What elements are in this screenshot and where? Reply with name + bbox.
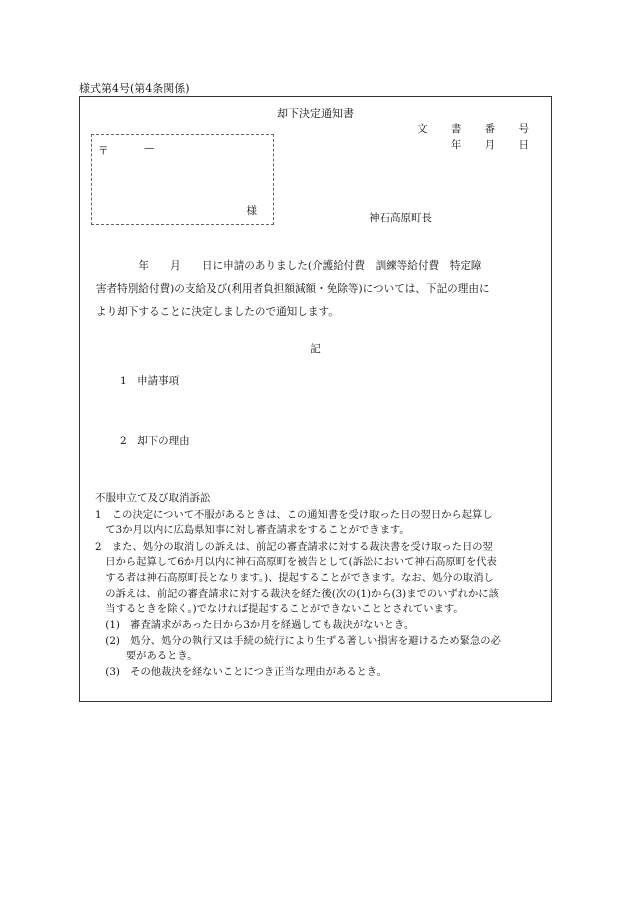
appeal-line: て3か月以内に広島県知事に対し審査請求をすることができます。 [95, 524, 410, 536]
appeal-line: する者は神石高原町長となります。)、提起することができます。なお、処分の取消し [95, 572, 494, 584]
postal-mark: 〒 [98, 145, 109, 157]
appeal-line: 当するときを除く。)でなければ提起することができないこととされています。 [95, 603, 464, 615]
recipient-address-box [91, 134, 274, 225]
appeal-line: (2) 処分、処分の執行又は手続の続行により生ずる著しい損害を避けるため緊急の必 [95, 635, 501, 647]
document-title: 却下決定通知書 [277, 107, 354, 120]
body-line: 年 月 日に申請のありました(介護給付費 訓練等給付費 特定障 [96, 260, 482, 272]
appeal-heading: 不服申立て及び取消訴訟 [95, 492, 211, 504]
body-line: より却下することに決定しましたので通知します。 [96, 306, 339, 318]
honorific-sama: 様 [246, 205, 257, 217]
appeal-line: 1 この決定について不服があるときは、この通知書を受け取った日の翌日から起算し [95, 509, 493, 521]
item-application: 1 申請事項 [120, 375, 180, 387]
ki-heading: 記 [310, 343, 321, 355]
item-rejection-reason: 2 却下の理由 [120, 435, 190, 447]
appeal-line: (3) その他裁決を経ないことにつき正当な理由があるとき。 [95, 666, 387, 678]
issuer-name: 神石高原町長 [369, 212, 432, 224]
appeal-line: 要があるとき。 [95, 650, 198, 662]
postal-code-dash: — [144, 142, 155, 154]
body-line: 害者特別給付費)の支給及び(利用者負担額減額・免除等)については、下記の理由に [96, 283, 490, 295]
appeal-line: 日から起算して6か月以内に神石高原町を被告として(訴訟において神石高原町を代表 [95, 556, 497, 568]
notice-frame [79, 96, 552, 702]
appeal-line: 2 また、処分の取消しの訴えは、前記の審査請求に対する裁決書を受け取った日の翌 [95, 541, 493, 553]
appeal-line: (1) 審査請求があった日から3か月を経過しても裁決がないとき。 [95, 619, 415, 631]
form-number-label: 様式第4号(第4条関係) [79, 82, 190, 95]
appeal-line: の訴えは、前記の審査請求に対する裁決を経た後(次の(1)から(3)までのいずれかに該 [95, 588, 499, 600]
document-number-label: 文 書 番 号 [416, 123, 539, 135]
date-label: 年 月 日 [450, 139, 539, 151]
